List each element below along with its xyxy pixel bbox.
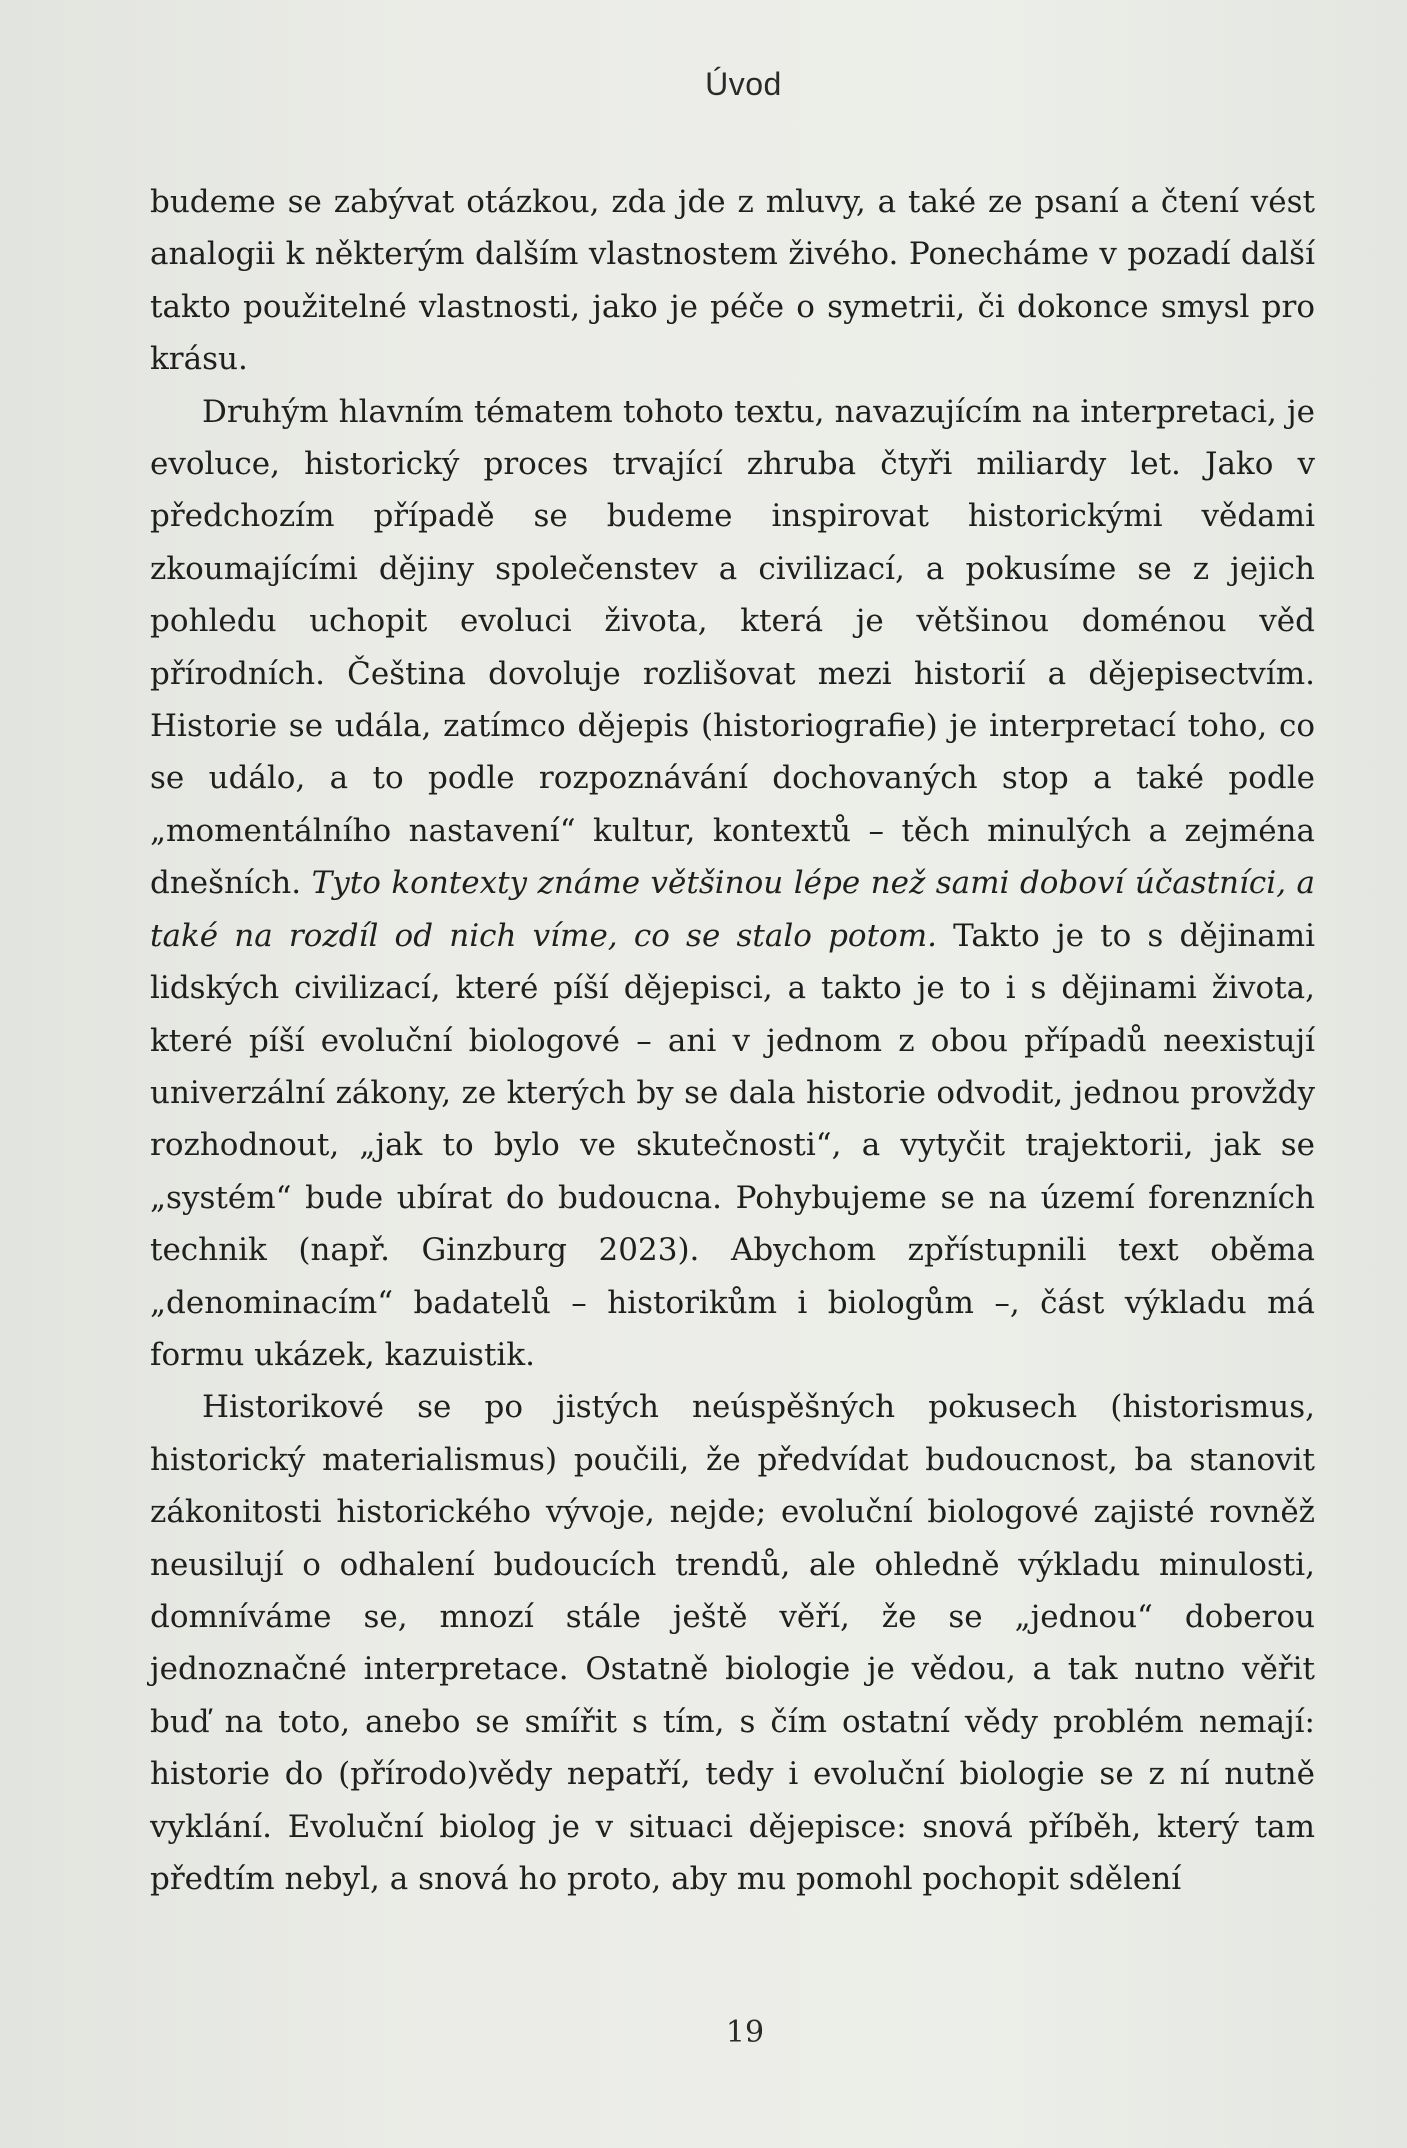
page-number: 19: [725, 2015, 765, 2050]
running-head: Úvod: [705, 66, 782, 102]
paragraph-3: Historikové se po jistých neúspěšných pokusech (historismus, historický materialismus) poučili, že předvídat budoucnost, ba stanovit zákonitosti historického vývoje, nejde; evoluční biologové zajisté rovněž neusilují o odhalení budoucích trendů, ale ohledně výkladu minulosti, domníváme se, mnozí stále ještě věří, že se „jednou“ doberou jednoznačné interpretace. Ostatně biologie je vědou, a tak nutno věřit buď na toto, anebo se smířit s tím, s čím ostatní vědy problém nemají: historie do (přírodo)vědy nepatří, tedy i evoluční biologie se z ní nutně vyklání. Evoluční biolog je v situaci dějepisce: snová příběh, který tam předtím nebyl, a snová ho proto, aby mu pomohl pochopit sdělení: [150, 1389, 1315, 1897]
paragraph-2: [150, 386, 1315, 1382]
paragraph-2-italic: Tyto kontexty známe většinou lépe než sami doboví účastníci, a také na rozdíl od nich víme, co se stalo potom.: [150, 865, 1316, 954]
paragraph-2-part-1: Druhým hlavním tématem tohoto textu, navazujícím na interpretaci, je evoluce, historický proces trvající zhruba čtyři miliardy let. Jako v předchozím případě se budeme inspirovat historickými vědami zkoumajícími dějiny společenstev a civilizací, a pokusíme se z jejich pohledu uchopit evoluci života, která je většinou doménou věd přírodních. Čeština dovoluje rozlišovat mezi historií a dějepisectvím. Historie se udála, zatímco dějepis (historiografie) je interpretací toho, co se událo, a to podle rozpoznávání dochovaných stop a také podle „momentálního nastavení“ kultur, kontextů – těch minulých a zejména dnešních.: [150, 393, 1315, 902]
body-text: [150, 176, 1315, 1905]
paragraph-2-part-2: Takto je to s dějinami lidských civilizací, které píší dějepisci, a takto je to i s dějinami života, které píší evoluční biologové – ani v jednom z obou případů neexistují univerzální zákony, ze kterých by se dala historie odvodit, jednou provždy rozhodnout, „jak to bylo ve skutečnosti“, a vytyčit trajektorii, jak se „systém“ bude ubírat do budoucna. Pohybujeme se na území forenzních technik (např. Ginzburg 2023). Abychom zpřístupnili text oběma „denominacím“ badatelů – historikům i biologům –, část výkladu má formu ukázek, kazuistik.: [150, 917, 1315, 1373]
paragraph-1: budeme se zabývat otázkou, zda jde z mluvy, a také ze psaní a čtení vést analogii k některým dalším vlastnostem živého. Ponecháme v pozadí další takto použitelné vlastnosti, jako je péče o symetrii, či dokonce smysl pro krásu.: [150, 184, 1315, 378]
